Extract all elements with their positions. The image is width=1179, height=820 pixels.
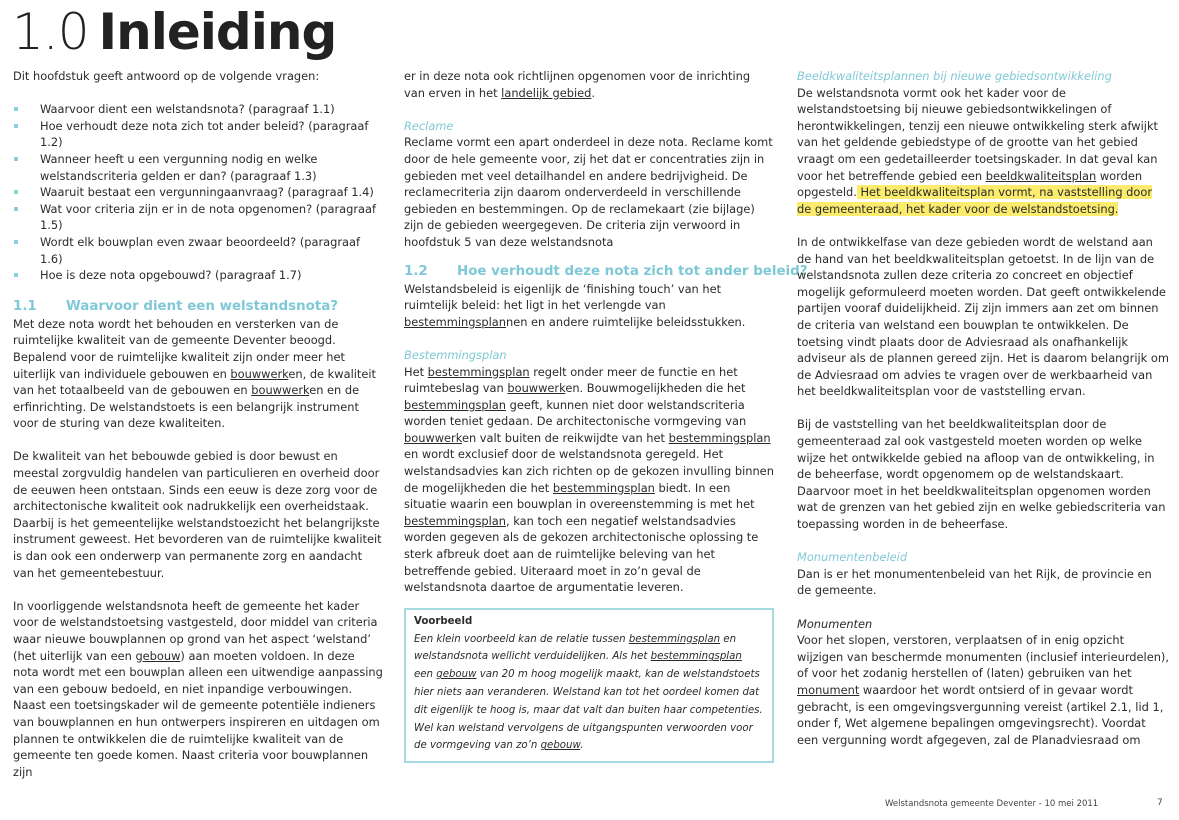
intro-text: Dit hoofdstuk geeft antwoord op de volgende vragen: (13, 69, 320, 83)
glossary-link[interactable]: bestemmingsplan (404, 513, 506, 528)
list-item: Hoe is deze nota opgebouwd? (paragraaf 1.7) (13, 267, 383, 284)
list-item: Waarvoor dient een welstandsnota? (paragraaf 1.1) (13, 101, 383, 118)
glossary-link[interactable]: beeldkwaliteitsplan (985, 168, 1097, 183)
glossary-link[interactable]: bestemmingsplan (628, 633, 721, 645)
glossary-link[interactable]: bestemmingsplan (552, 480, 655, 495)
footer-text: Welstandsnota gemeente Deventer - 10 mei 2011 (885, 799, 1099, 809)
bullet-icon (14, 273, 18, 277)
column-2 (404, 68, 808, 763)
glossary-link[interactable]: bouwwerk (230, 366, 289, 381)
page-number: 7 (1157, 798, 1163, 808)
bullet-icon (14, 157, 18, 161)
list-item: Waaruit bestaat een vergunningaanvraag? (paragraaf 1.4) (13, 184, 383, 201)
vaststelling-paragraph: Bij de vaststelling van het beeldkwaliteitsplan door de gemeenteraad zal ook vastgesteld moeten worden op welke wijze het ontwikkelde gebied na afloop van de ontwikkeling, in de beheerfase, wordt opgenomem op de welstandskaart. Daarvoor moet in het beeldkwaliteitsplan opgenomen worden wat de grenzen van het gebied zijn en welke gebiedscriteria van toepassing worden in de beheerfase. (797, 417, 1166, 532)
page-title (12, 2, 336, 62)
glossary-link[interactable]: bestemmingsplan (404, 397, 506, 412)
list-item: Wat voor criteria zijn er in de nota opgenomen? (paragraaf 1.5) (13, 201, 383, 234)
monumentenbeleid-paragraph: Dan is er het monumentenbeleid van het Rijk, de provincie en de gemeente. (797, 566, 1152, 598)
subheading-reclame: Reclame (404, 118, 454, 133)
ontwikkelfase-paragraph: In de ontwikkelfase van deze gebieden wordt de welstand aan de hand van het beeldkwaliteitsplan getoetst. In de lijn van de welstandsnota zullen deze criteria zo concreet en objectief mogelijk geformuleerd moeten worden. Dat geeft ontwikkelende partijen vooraf duidelijkheid. Zij zijn immers aan zet om binnen de criteria van welstand een bouwplan te ontwikkelen. De toetsing vindt plaats door de Adviesraad als onafhankelijk adviseur als de plannen gereed zijn. Het is daarom belangrijk om de Adviesraad om advies te vragen over de werkbaarheid van het beeldkwaliteitsplan voor de vaststelling ervan. (797, 234, 1169, 399)
section-1-2-paragraph: Welstandsbeleid is eigenlijk de ‘finishing touch’ van het ruimtelijk beleid: het ligt in het verlengde van bestemmingsplannen en andere ruimtelijke beleidsstukken. (404, 281, 746, 329)
glossary-link[interactable]: gebouw (135, 648, 181, 663)
section-1-1-paragraph-2: De kwaliteit van het bebouwde gebied is door bewust en meestal zorgvuldig handelen van particulieren en overheid door de eeuwen heen ontstaan. Sinds een eeuw is deze zorg voor de architectonische kwaliteit ook nadrukkelijk een overheidstaak. Daarbij is het gemeentelijke welstandstoezicht het belangrijkste instrument geweest. Het bevorderen van de ruimtelijke kwaliteit is dan ook een onderwerp van permanente zorg en aandacht van het gemeentebestuur. (13, 449, 382, 580)
reclame-paragraph: Reclame vormt een apart onderdeel in deze nota. Reclame komt door de hele gemeente voor, zij het dat er concentraties zijn in gebieden met veel detailhandel en andere bedrijvigheid. De reclamecriteria zijn daarom onderverdeeld in verschillende gebieden en bestemmingen. Op de reclamekaart (zie bijlage) zijn de gebieden weergegeven. De criteria zijn verwoord in hoofdstuk 5 van deze welstandsnota (404, 135, 773, 249)
bullet-icon (14, 107, 18, 111)
highlighted-text: Het beeldkwaliteitsplan vormt, na vaststelling door de gemeenteraad, het kader voor de welstandstoetsing. (797, 185, 1153, 216)
section-1-1-paragraph-3: In voorliggende welstandsnota heeft de gemeente het kader voor de welstandstoetsing vastgesteld, door middel van criteria waar nieuwe bouwplannen op grond van het aspect ‘welstand’ (het uiterlijk van een gebouw) aan moeten voldoen. In deze nota wordt met een bouwplan alleen een uitwendige aanpassing van een gebouw bedoeld, en niet inpandige verbouwingen. Naast een toetsingskader wil de gemeente potentiële indieners van bouwplannen en hun ontwerpers inspireren en uitdagen om plannen te ontwikkelen die de ruimtelijke kwaliteit van de gemeente ten goede komen. Naast criteria voor bouwplannen zijn (13, 598, 383, 779)
column-1 (13, 68, 383, 780)
continued-paragraph: er in deze nota ook richtlijnen opgenomen voor de inrichting van erven in het landelijk gebied. (404, 69, 751, 100)
glossary-link[interactable]: gebouw (436, 669, 477, 681)
example-box-title: Voorbeeld (414, 615, 473, 627)
example-box (404, 608, 774, 763)
example-box-text: Een klein voorbeeld kan de relatie tussen bestemmingsplan en welstandsnota wellicht verduidelijken. Als het bestemmingsplan een gebouw van 20 m hoog mogelijk maakt, kan de welstandstoets hier niets aan veranderen. Welstand kan tot het oordeel komen dat dit eigenlijk te hoog is, maar dat valt dan buiten haar competenties. (414, 633, 763, 716)
subheading-monumentenbeleid: Monumentenbeleid (797, 550, 908, 565)
questions-list (13, 101, 383, 284)
chapter-number: 1.0 (12, 3, 89, 61)
section-heading-1-2: 1.2 Hoe verhoudt deze nota zich tot ander beleid? (404, 263, 808, 279)
bullet-icon (14, 190, 18, 194)
bullet-icon (14, 240, 18, 244)
glossary-link[interactable]: bestemmingsplan (404, 314, 506, 329)
list-item: Hoe verhoudt deze nota zich tot ander beleid? (paragraaf 1.2) (13, 118, 383, 151)
chapter-title: Inleiding (98, 3, 337, 61)
beeldkwaliteit-paragraph: De welstandsnota vormt ook het kader voor de welstandstoetsing bij nieuwe gebiedsontwikkelingen of herontwikkelingen, tenzij een nieuwe ontwikkeling sterk afwijkt van het geldende gebiedstype of de grootte van het gebied vraagt om een gedetailleerder toetsingskader. In dat geval kan voor het betreffende gebied een beeldkwaliteitsplan worden opgesteld. Het beeldkwaliteitsplan vormt, na vaststelling door de gemeenteraad, het kader voor de welstandstoetsing. (797, 85, 1159, 216)
section-1-1-paragraph-1: Met deze nota wordt het behouden en versterken van de ruimtelijke kwaliteit van de gemeente Deventer beoogd. Bepalend voor de ruimtelijke kwaliteit zijn onder meer het uiterlijk van individuele gebouwen en bouwwerken, de kwaliteit van het totaalbeeld van de gebouwen en bouwwerken en de erfinrichting. De welstandstoets is een belangrijk instrument voor de sturing van deze kwaliteiten. (13, 316, 377, 431)
bullet-icon (14, 207, 18, 211)
section-heading-1-1: 1.1 Waarvoor dient een welstandsnota? (13, 298, 339, 314)
glossary-link[interactable]: gebouw (540, 740, 581, 752)
glossary-link[interactable]: bestemmingsplan (427, 364, 530, 379)
subheading-monumenten: Monumenten (797, 616, 873, 631)
monumenten-paragraph: Voor het slopen, verstoren, verplaatsen of in enig opzicht wijzigen van beschermde monumenten (inclusief interieurdelen), of voor het zodanig herstellen of (laten) gebruiken van het monument waardoor het wordt ontsierd of in gevaar wordt gebracht, is een omgevingsvergunning vereist (artikel 2.1, lid 1, onder f, Wet algemene bepalingen omgevingsrecht). Voordat een vergunning wordt afgegeven, zal de Planadviesraad om (797, 633, 1169, 747)
glossary-link[interactable]: monument (797, 682, 860, 697)
list-item: Wanneer heeft u een vergunning nodig en welke welstandscriteria gelden er dan? (paragraaf 1.3) (13, 151, 383, 184)
example-box-text-2: Wel kan welstand vervolgens de uitgangspunten verwoorden voor de vormgeving van zo’n gebouw. (414, 722, 753, 752)
glossary-link[interactable]: bouwwerk (507, 381, 566, 396)
glossary-link[interactable]: landelijk gebied (501, 85, 592, 100)
glossary-link[interactable]: bestemmingsplan (668, 430, 771, 445)
bestemmingsplan-paragraph: Het bestemmingsplan regelt onder meer de functie en het ruimtebeslag van bouwwerken. Bouwmogelijkheden die het bestemmingsplan geeft, kunnen niet door welstandscriteria worden teniet gedaan. De architectonische vormgeving van bouwwerken valt buiten de reikwijdte van het bestemmingsplan en wordt exclusief door de welstandsnota geregeld. Het welstandsadvies kan zich richten op de gekozen invulling binnen de mogelijkheden die het bestemmingsplan biedt. In een situatie waarin een bouwplan in overeenstemming is met het bestemmingsplan, kan toch een negatief welstandsadvies worden gegeven als de gekozen architectonische oplossing te sterk afbreuk doet aan de ruimtelijke beleving van het betreffende gebied. Uiteraard moet in zo’n geval de welstandsnota daartoe de argumentatie leveren. (404, 364, 774, 595)
subheading-bestemmingsplan: Bestemmingsplan (404, 347, 507, 362)
bullet-icon (14, 124, 18, 128)
glossary-link[interactable]: bouwwerk (251, 383, 310, 398)
subheading-beeldkwaliteit: Beeldkwaliteitsplannen bij nieuwe gebiedsontwikkeling (797, 69, 1112, 83)
column-3 (797, 68, 1169, 748)
list-item: Wordt elk bouwplan even zwaar beoordeeld? (paragraaf 1.6) (13, 234, 383, 267)
glossary-link[interactable]: bouwwerk (404, 430, 462, 445)
glossary-link[interactable]: bestemmingsplan (650, 651, 742, 663)
